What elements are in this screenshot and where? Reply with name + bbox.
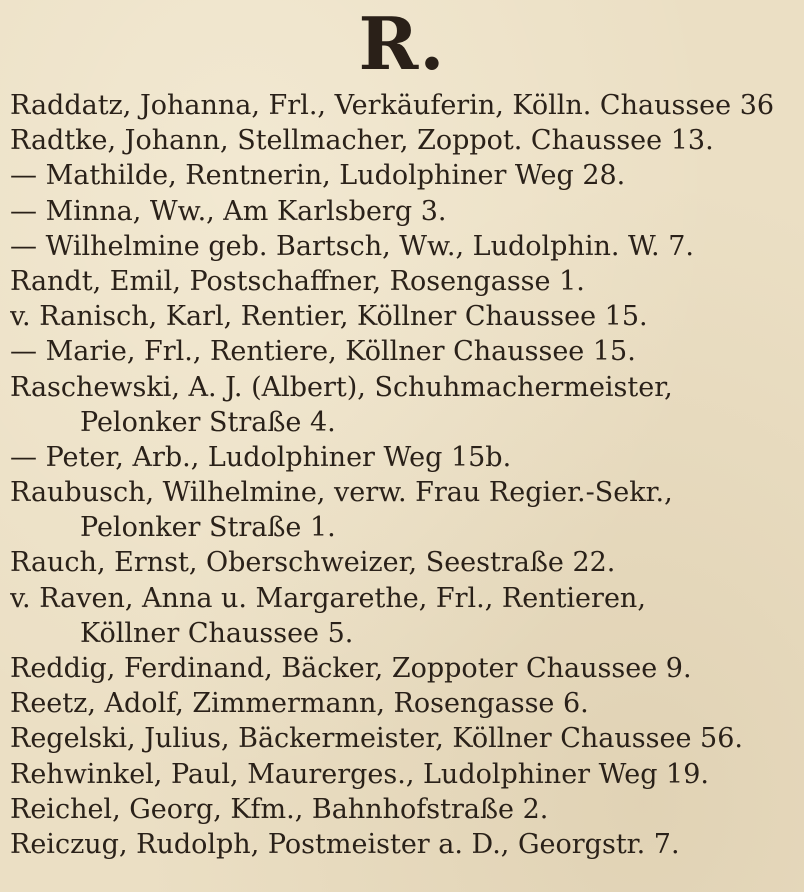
entry-line: — Wilhelmine geb. Bartsch, Ww., Ludolphin. W. 7. [10,230,694,262]
entry-line: Radtke, Johann, Stellmacher, Zoppot. Chaussee 13. [10,125,714,157]
entry-line: Randt, Emil, Postschaffner, Rosengasse 1. [10,265,585,297]
entry-line: Rehwinkel, Paul, Maurerges., Ludolphiner Weg 19. [10,758,709,790]
entry-continuation-line: Pelonker Straße 4. [80,406,336,438]
entry-line: Raschewski, A. J. (Albert), Schuhmachermeister, [10,371,673,403]
entry-line: Raubusch, Wilhelmine, verw. Frau Regier.-Sekr., [10,477,673,509]
entry-line: — Mathilde, Rentnerin, Ludolphiner Weg 28. [10,160,626,192]
entry-line: v. Ranisch, Karl, Rentier, Köllner Chaussee 15. [10,301,648,333]
entry-line: v. Raven, Anna u. Margarethe, Frl., Rentieren, [10,582,646,614]
entry-line: Rauch, Ernst, Oberschweizer, Seestraße 22. [10,547,616,579]
entry-line: Regelski, Julius, Bäckermeister, Köllner Chaussee 56. [10,723,743,755]
directory-entries [10,88,800,862]
section-letter-heading: R. [358,1,446,86]
entry-line: Reiczug, Rudolph, Postmeister a. D., Georgstr. 7. [10,828,680,860]
entry-continuation-line: Pelonker Straße 1. [80,512,336,544]
entry-line: Reichel, Georg, Kfm., Bahnhofstraße 2. [10,793,549,825]
entry-line: Reetz, Adolf, Zimmermann, Rosengasse 6. [10,688,589,720]
entry-continuation-line: Köllner Chaussee 5. [80,617,354,649]
entry-line: Raddatz, Johanna, Frl., Verkäuferin, Kölln. Chaussee 36 [10,90,775,121]
entry-line: — Minna, Ww., Am Karlsberg 3. [10,195,447,227]
entry-line: — Peter, Arb., Ludolphiner Weg 15b. [10,441,512,473]
entry-line: — Marie, Frl., Rentiere, Köllner Chaussee 15. [10,336,636,368]
entry-line: Reddig, Ferdinand, Bäcker, Zoppoter Chaussee 9. [10,653,692,684]
